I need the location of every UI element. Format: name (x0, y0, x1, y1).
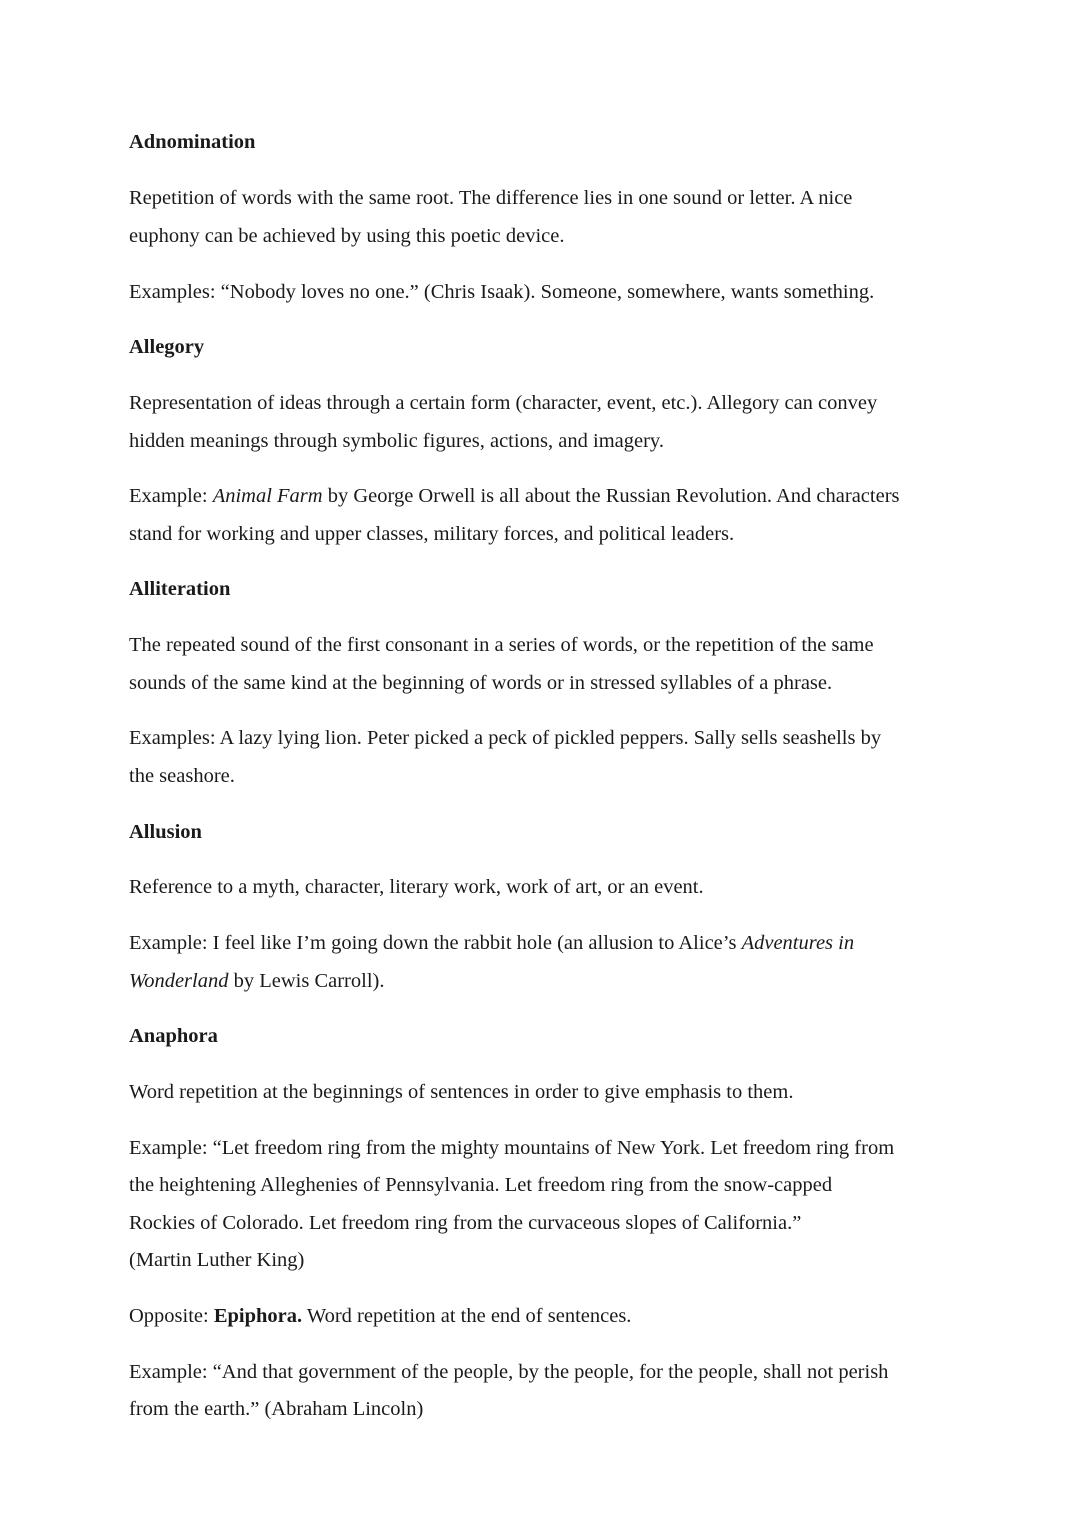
example-line: stand for working and upper classes, military forces, and political leaders. (129, 523, 735, 545)
opposite-line (129, 1304, 631, 1328)
example-line: Examples: “Nobody loves no one.” (Chris Isaak). Someone, somewhere, wants something. (129, 281, 875, 303)
example-line: from the earth.” (Abraham Lincoln) (129, 1398, 424, 1420)
book-title: Animal Farm (212, 485, 323, 507)
example-text: by George Orwell is all about the Russian Revolution. And characters (322, 485, 900, 507)
definition-line: hidden meanings through symbolic figures, actions, and imagery. (129, 430, 664, 452)
definition-line: The repeated sound of the first consonant in a series of words, or the repetition of the same (129, 634, 874, 656)
example-line: Rockies of Colorado. Let freedom ring from the curvaceous slopes of California.” (129, 1212, 802, 1234)
definition-line: euphony can be achieved by using this poetic device. (129, 225, 565, 247)
example-line: Example: “And that government of the people, by the people, for the people, shall not perish (129, 1361, 889, 1383)
example-text: Example: I feel like I’m going down the rabbit hole (an allusion to Alice’s (129, 932, 742, 954)
opposite-label: Opposite: (129, 1305, 214, 1327)
definition-line: Repetition of words with the same root. The difference lies in one sound or letter. A nice (129, 187, 853, 209)
heading-alliteration: Alliteration (129, 578, 231, 600)
book-title: Adventures in (741, 932, 855, 954)
example-line (129, 969, 384, 993)
example-text: Example: (129, 485, 213, 507)
heading-allusion: Allusion (129, 821, 202, 843)
definition-line: sounds of the same kind at the beginning of words or in stressed syllables of a phrase. (129, 672, 833, 694)
heading-adnomination: Adnomination (129, 131, 256, 153)
definition-line: Representation of ideas through a certain form (character, event, etc.). Allegory can convey (129, 392, 878, 414)
example-line: Example: “Let freedom ring from the mighty mountains of New York. Let freedom ring from (129, 1137, 895, 1159)
example-line: (Martin Luther King) (129, 1249, 305, 1271)
example-text: by Lewis Carroll). (228, 970, 385, 992)
opposite-definition: Word repetition at the end of sentences. (302, 1305, 632, 1327)
example-line: the seashore. (129, 765, 235, 787)
heading-allegory: Allegory (129, 336, 205, 358)
heading-anaphora: Anaphora (129, 1025, 218, 1047)
definition-line: Word repetition at the beginnings of sentences in order to give emphasis to them. (129, 1081, 794, 1103)
definition-line: Reference to a myth, character, literary work, work of art, or an event. (129, 876, 704, 898)
opposite-term: Epiphora. (213, 1305, 303, 1327)
example-line (129, 931, 854, 955)
example-line (129, 484, 900, 508)
example-line: the heightening Alleghenies of Pennsylvania. Let freedom ring from the snow-capped (129, 1174, 833, 1196)
example-line: Examples: A lazy lying lion. Peter picked a peck of pickled peppers. Sally sells seashells by (129, 727, 882, 749)
book-title: Wonderland (129, 970, 229, 992)
